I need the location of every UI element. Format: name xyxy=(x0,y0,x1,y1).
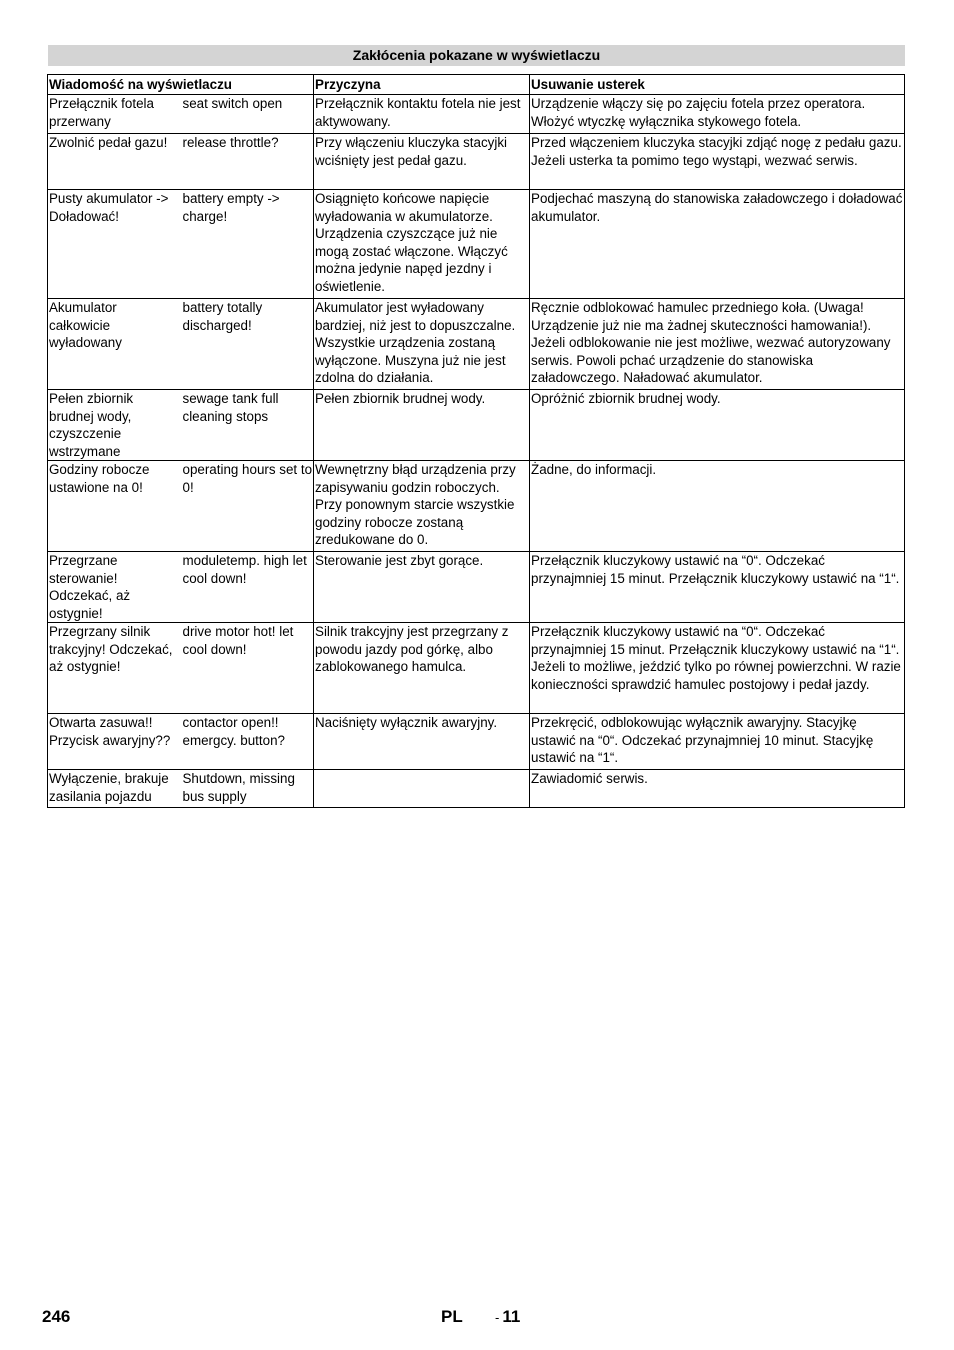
message-pl-cell: Przełącznik fotela przerwany xyxy=(48,95,182,134)
header-message: Wiadomość na wyświetlaczu xyxy=(48,75,314,95)
table-row xyxy=(48,134,905,190)
section-page-number xyxy=(495,1307,520,1327)
message-pl-cell: Godziny robocze ustawione na 0! xyxy=(48,461,182,552)
cause-cell xyxy=(314,770,530,808)
message-en-cell: drive motor hot! let cool down! xyxy=(182,623,314,714)
message-pl-cell: Otwarta zasuwa!! Przycisk awaryjny?? xyxy=(48,714,182,770)
table-row xyxy=(48,770,905,808)
remedy-cell: Przełącznik kluczykowy ustawić na “0“. Odczekać przynajmniej 15 minut. Przełącznik kluczykowy ustawić na “1“. Jeżeli to możliwe, jeździć tylko po równej powierzchni. W razie konieczności sprawdzić hamulec postojowy i pedał jazdy. xyxy=(530,623,905,714)
table-row xyxy=(48,461,905,552)
section-page-value: 11 xyxy=(502,1307,521,1326)
message-pl-cell: Wyłączenie, brakuje zasilania pojazdu xyxy=(48,770,182,808)
message-en-cell: release throttle? xyxy=(182,134,314,190)
cause-cell: Pełen zbiornik brudnej wody. xyxy=(314,390,530,461)
message-en-cell: sewage tank full cleaning stops xyxy=(182,390,314,461)
cause-cell: Przy włączeniu kluczyka stacyjki wciśnięty jest pedał gazu. xyxy=(314,134,530,190)
message-pl-cell: Przegrzane sterowanie! Odczekać, aż ostygnie! xyxy=(48,552,182,623)
remedy-cell: Żadne, do informacji. xyxy=(530,461,905,552)
table-row xyxy=(48,714,905,770)
remedy-cell: Przed włączeniem kluczyka stacyjki zdjąć nogę z pedału gazu. Jeżeli usterka ta pomimo tego wystąpi, wezwać serwis. xyxy=(530,134,905,190)
message-pl-cell: Pełen zbiornik brudnej wody, czyszczenie wstrzymane xyxy=(48,390,182,461)
cause-cell: Osiągnięto końcowe napięcie wyładowania w akumulatorze. Urządzenia czyszczące już nie mogą zostać włączone. Włączyć można jedynie napęd jezdny i oświetlenie. xyxy=(314,190,530,299)
table-header-row xyxy=(48,75,905,95)
language-code: PL xyxy=(441,1307,463,1326)
table-row xyxy=(48,623,905,714)
message-en-cell: moduletemp. high let cool down! xyxy=(182,552,314,623)
page-number: 246 xyxy=(42,1307,71,1326)
cause-cell: Naciśnięty wyłącznik awaryjny. xyxy=(314,714,530,770)
cause-cell: Silnik trakcyjny jest przegrzany z powodu jazdy pod górkę, albo zablokowanego hamulca. xyxy=(314,623,530,714)
message-en-cell: operating hours set to 0! xyxy=(182,461,314,552)
remedy-cell: Przełącznik kluczykowy ustawić na “0“. Odczekać przynajmniej 15 minut. Przełącznik kluczykowy ustawić na “1“. xyxy=(530,552,905,623)
table-row xyxy=(48,299,905,390)
display-errors-table xyxy=(47,74,905,808)
section-title: Zakłócenia pokazane w wyświetlaczu xyxy=(48,45,905,66)
table-row xyxy=(48,390,905,461)
table-row xyxy=(48,552,905,623)
remedy-cell: Przekręcić, odblokowując wyłącznik awaryjny. Stacyjkę ustawić na “0“. Odczekać przynajmniej 10 minut. Stacyjkę ustawić na “1“. xyxy=(530,714,905,770)
cause-cell: Wewnętrzny błąd urządzenia przy zapisywaniu godzin roboczych. Przy ponownym starcie wszystkie godziny robocze zostaną zredukowane do 0. xyxy=(314,461,530,552)
message-pl-cell: Pusty akumulator -> Doładować! xyxy=(48,190,182,299)
message-en-cell: seat switch open xyxy=(182,95,314,134)
cause-cell: Akumulator jest wyładowany bardziej, niż jest to dopuszczalne. Wszystkie urządzenia zostaną wyłączone. Muszyna już nie jest zdolna do działania. xyxy=(314,299,530,390)
remedy-cell: Podjechać maszyną do stanowiska załadowczego i doładować akumulator. xyxy=(530,190,905,299)
message-pl-cell: Akumulator całkowicie wyładowany xyxy=(48,299,182,390)
cause-cell: Przełącznik kontaktu fotela nie jest aktywowany. xyxy=(314,95,530,134)
remedy-cell: Opróżnić zbiornik brudnej wody. xyxy=(530,390,905,461)
remedy-cell: Urządzenie włączy się po zajęciu fotela przez operatora. Włożyć wtyczkę wyłącznika stykowego fotela. xyxy=(530,95,905,134)
cause-cell: Sterowanie jest zbyt gorące. xyxy=(314,552,530,623)
message-en-cell: battery empty -> charge! xyxy=(182,190,314,299)
message-pl-cell: Przegrzany silnik trakcyjny! Odczekać, aż ostygnie! xyxy=(48,623,182,714)
message-en-cell: battery totally discharged! xyxy=(182,299,314,390)
remedy-cell: Ręcznie odblokować hamulec przedniego koła. (Uwaga! Urządzenie już nie ma żadnej skuteczności hamowania!). Jeżeli odblokowanie nie jest możliwe, wezwać autoryzowany serwis. Powoli pchać urządzenie do stanowiska załadowczego. Naładować akumulator. xyxy=(530,299,905,390)
remedy-cell: Zawiadomić serwis. xyxy=(530,770,905,808)
page-dash: - xyxy=(495,1310,500,1325)
table-row xyxy=(48,190,905,299)
header-remedy: Usuwanie usterek xyxy=(530,75,905,95)
message-en-cell: Shutdown, missing bus supply xyxy=(182,770,314,808)
header-cause: Przyczyna xyxy=(314,75,530,95)
message-pl-cell: Zwolnić pedał gazu! xyxy=(48,134,182,190)
message-en-cell: contactor open!! emergcy. button? xyxy=(182,714,314,770)
table-row xyxy=(48,95,905,134)
